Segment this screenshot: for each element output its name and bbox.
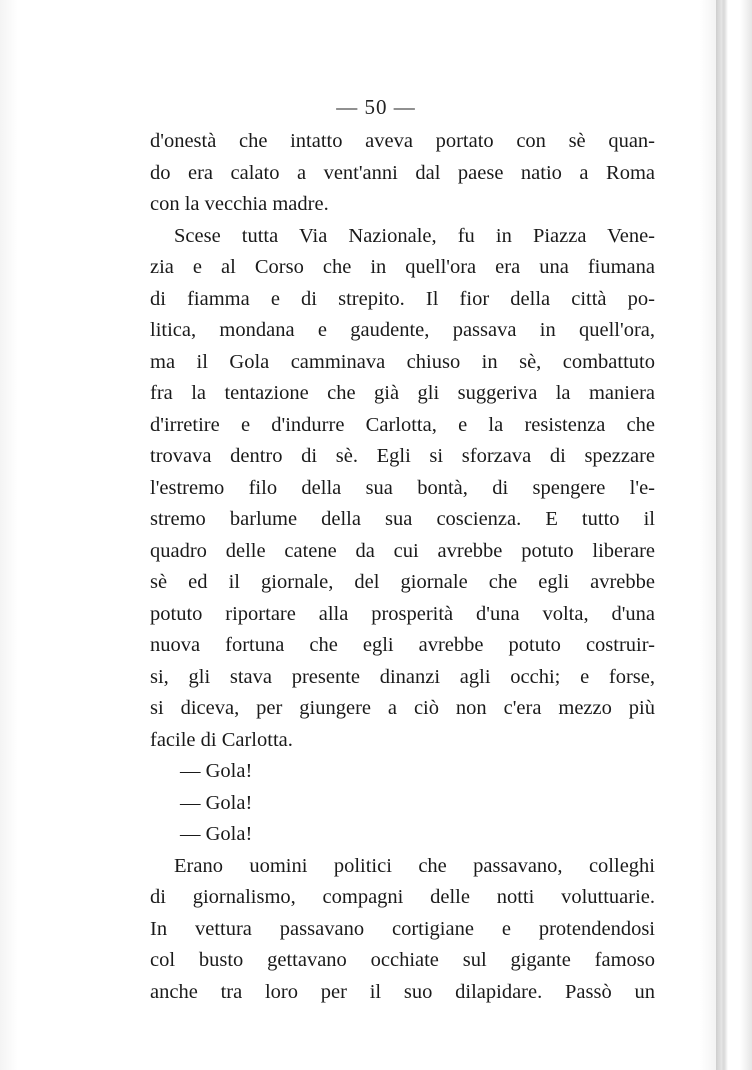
text-line: stremo barlume della sua coscienza. E tutto il — [150, 508, 655, 530]
text-line: si diceva, per giungere a ciò non c'era mezzo più — [150, 697, 655, 719]
text-line: potuto riportare alla prosperità d'una volta, d'una — [150, 602, 655, 625]
text-line: di fiamma e di strepito. Il fior della città po- — [150, 287, 655, 310]
text-line: quadro delle catene da cui avrebbe potuto liberare — [150, 539, 655, 562]
text-line: In vettura passavano cortigiane e protendendosi — [150, 917, 655, 940]
dialogue-line: — Gola! — [180, 823, 253, 845]
page-number: — 50 — — [336, 95, 416, 119]
text-line: fra la tentazione che già gli suggeriva la maniera — [150, 382, 655, 404]
body-text — [150, 126, 655, 1008]
text-line: l'estremo filo della sua bontà, di spengere l'e- — [150, 476, 655, 499]
text-line: ma il Gola camminava chiuso in sè, combattuto — [150, 350, 655, 373]
text-line: anche tra loro per il suo dilapidare. Passò un — [150, 980, 655, 1003]
text-line: do era calato a vent'anni dal paese natio a Roma — [150, 161, 655, 184]
text-line: d'irretire e d'indurre Carlotta, e la resistenza che — [150, 413, 655, 436]
text-line: si, gli stava presente dinanzi agli occhi; e forse, — [150, 665, 655, 688]
text-line: trovava dentro di sè. Egli si sforzava di spezzare — [150, 445, 655, 467]
text-line: nuova fortuna che egli avrebbe potuto costruir- — [150, 634, 655, 656]
text-line: Scese tutta Via Nazionale, fu in Piazza Vene- — [174, 224, 655, 247]
text-line: di giornalismo, compagni delle notti voluttuarie. — [150, 886, 655, 908]
text-line: col busto gettavano occhiate sul gigante famoso — [150, 949, 655, 971]
text-line: con la vecchia madre. — [150, 193, 329, 215]
text-line: d'onestà che intatto aveva portato con sè quan- — [150, 130, 655, 152]
page-edge-shadow — [716, 0, 722, 1070]
text-line: facile di Carlotta. — [150, 728, 293, 751]
dialogue-line: — Gola! — [180, 791, 253, 814]
dialogue-line: — Gola! — [180, 760, 253, 782]
text-line: Erano uomini politici che passavano, colleghi — [174, 854, 655, 877]
text-line: sè ed il giornale, del giornale che egli avrebbe — [150, 571, 655, 593]
text-line: litica, mondana e gaudente, passava in quell'ora, — [150, 319, 655, 341]
text-line: zia e al Corso che in quell'ora era una fiumana — [150, 256, 655, 278]
